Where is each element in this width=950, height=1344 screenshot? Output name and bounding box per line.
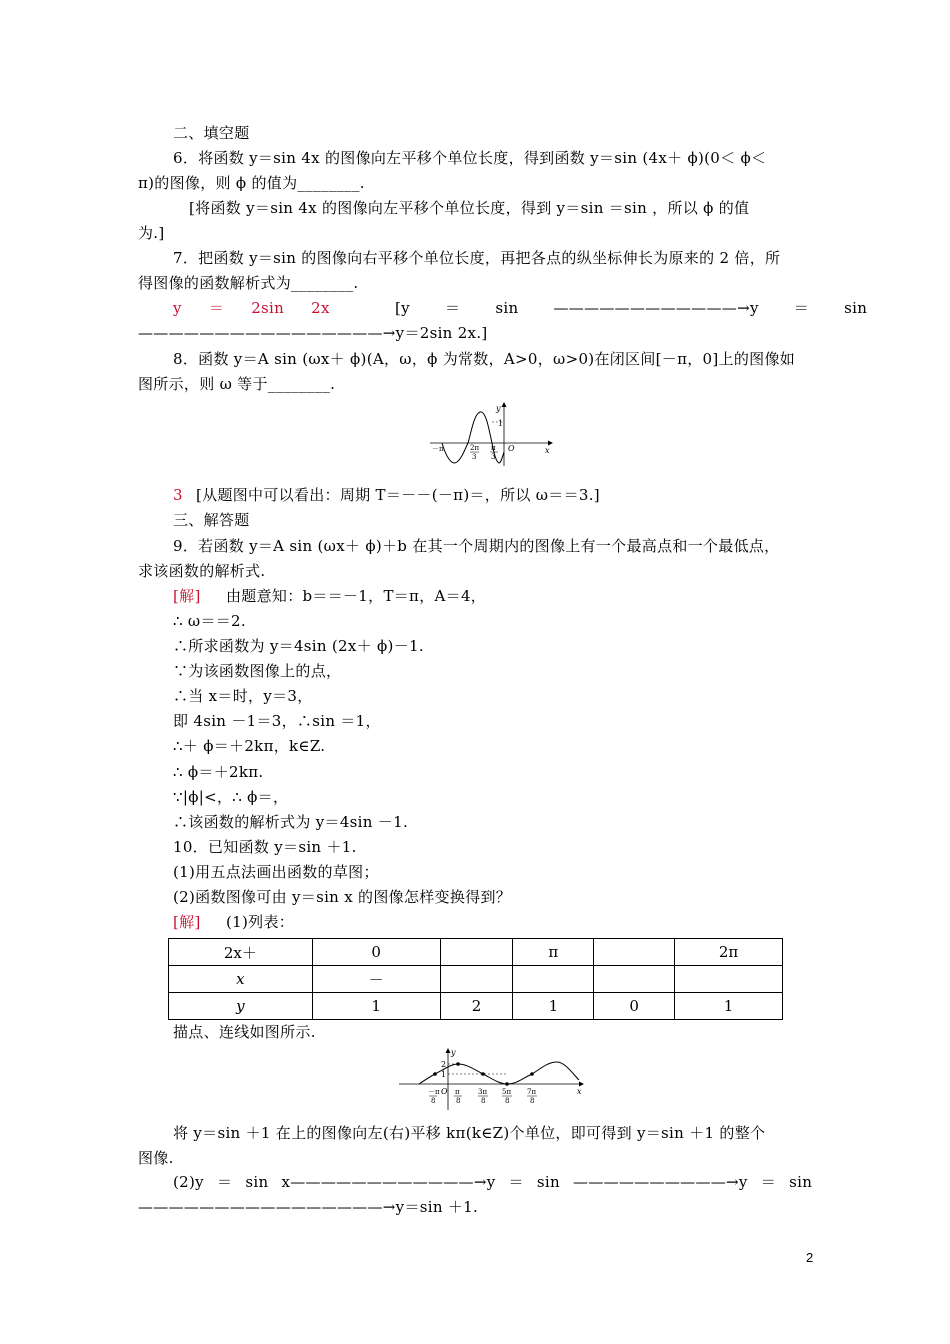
plot-point bbox=[530, 1072, 534, 1076]
tick-label-den: 8 bbox=[505, 1097, 510, 1105]
problem-10-translation-line-2: 图像. bbox=[138, 1149, 174, 1167]
table-row bbox=[169, 939, 783, 966]
y-axis-arrow bbox=[502, 402, 507, 407]
problem-7-answer: y ＝ 2sin 2x bbox=[173, 299, 330, 317]
problem-10-part-2-line-1: (2)y ＝ sin x————————————→y ＝ sin ——————————→y ＝ sin bbox=[173, 1173, 813, 1191]
table-cell: π bbox=[513, 939, 594, 966]
problem-6-solution-line-1: [将函数 y＝sin 4x 的图像向左平移个单位长度，得到 y＝sin ＝sin ，所以 ϕ 的值 bbox=[189, 199, 750, 217]
tick-pi3-num: π bbox=[491, 444, 496, 452]
problem-10-part-2: (2)函数图像可由 y＝sin x 的图像怎样变换得到？ bbox=[173, 888, 512, 906]
tick-two-label: 2 bbox=[441, 1060, 447, 1069]
table-cell: 2 bbox=[440, 993, 513, 1020]
table-cell: 0 bbox=[594, 993, 675, 1020]
tick-one-label: 1 bbox=[441, 1070, 447, 1079]
problem-6-line-2: π)的图像，则 ϕ 的值为________. bbox=[138, 174, 365, 192]
problem-7-line-2: 得图像的函数解析式为________. bbox=[138, 274, 359, 292]
tick-label-num: 3π bbox=[478, 1088, 488, 1096]
problem-8-line-2: 图所示，则 ω 等于________. bbox=[138, 375, 336, 393]
problem-7-solution-line-1: [y ＝ sin ————————————→y ＝ sin bbox=[395, 299, 868, 317]
section-heading-solutions: 三、解答题 bbox=[173, 511, 250, 529]
x-axis-arrow bbox=[579, 1082, 584, 1087]
table-cell bbox=[675, 966, 783, 993]
problem-10-table-intro: (1)列表： bbox=[226, 913, 295, 931]
tick-2pi3-num: 2π bbox=[470, 444, 480, 452]
problem-10-line-1: 10．已知函数 y＝sin ＋1. bbox=[173, 838, 357, 856]
tick-label-den: 8 bbox=[530, 1097, 535, 1105]
plot-point bbox=[433, 1072, 437, 1076]
table-cell bbox=[440, 939, 513, 966]
problem-9-step-1: 由题意知：b＝＝－1，T＝π，A＝4， bbox=[226, 587, 487, 605]
problem-9-step-3: ∴所求函数为 y＝4sin (2x＋ ϕ)－1. bbox=[173, 637, 424, 655]
problem-8-solution: [从题图中可以看出：周期 T＝－－(－π)＝，所以 ω＝＝3.] bbox=[196, 486, 600, 504]
table-cell: 0 bbox=[312, 939, 440, 966]
x-axis-arrow bbox=[548, 441, 553, 446]
problem-9-step-4: ∵为该函数图像上的点， bbox=[173, 662, 342, 680]
plot-point bbox=[481, 1072, 485, 1076]
tick-label-num: 5π bbox=[502, 1088, 512, 1096]
problem-8-graph bbox=[428, 400, 556, 468]
problem-9-step-9: ∵|ϕ|<，∴ ϕ＝， bbox=[173, 788, 289, 806]
problem-7-line-1: 7．把函数 y＝sin 的图像向右平移个单位长度，再把各点的纵坐标伸长为原来的 2 倍，所 bbox=[173, 249, 781, 267]
table-cell: x bbox=[169, 966, 313, 993]
problem-10-graph bbox=[397, 1046, 587, 1112]
table-cell bbox=[513, 966, 594, 993]
problem-10-solution-marker: [解] bbox=[173, 913, 201, 931]
table-cell: 1 bbox=[675, 993, 783, 1020]
problem-8-answer: 3 bbox=[173, 486, 183, 504]
table-cell: － bbox=[312, 966, 440, 993]
problem-9-step-5: ∴当 x＝时，y＝3， bbox=[173, 687, 313, 705]
table-cell: 1 bbox=[513, 993, 594, 1020]
section-heading-fill-in: 二、填空题 bbox=[173, 124, 250, 142]
table-cell: y bbox=[169, 993, 313, 1020]
table-cell: 2x＋ bbox=[169, 939, 313, 966]
problem-9-step-2: ∴ ω＝＝2. bbox=[173, 612, 246, 630]
problem-9-solution-marker: [解] bbox=[173, 587, 201, 605]
y-axis-label: y bbox=[496, 404, 501, 413]
plot-point bbox=[505, 1082, 509, 1086]
graph-caption: 描点、连线如图所示. bbox=[173, 1023, 316, 1041]
tick-label-den: 8 bbox=[456, 1097, 461, 1105]
problem-9-step-6: 即 4sin －1＝3，∴sin ＝1， bbox=[173, 712, 381, 730]
problem-9-line-1: 9．若函数 y＝A sin (ωx＋ ϕ)＋b 在其一个周期内的图像上有一个最高点和一个最低点， bbox=[173, 537, 780, 555]
problem-10-part-2-line-2: ————————————————→y＝sin ＋1. bbox=[138, 1198, 479, 1216]
origin-label: O bbox=[508, 444, 515, 453]
tick-label-num: －π bbox=[428, 1088, 440, 1096]
problem-7-solution-line-2: ————————————————→y＝2sin 2x.] bbox=[138, 324, 488, 342]
y-axis-arrow bbox=[446, 1048, 451, 1053]
tick-label-num: π bbox=[455, 1088, 460, 1096]
problem-8-line-1: 8．函数 y＝A sin (ωx＋ ϕ)(A，ω，ϕ 为常数，A>0，ω>0)在闭区间[－π，0]上的图像如 bbox=[173, 350, 796, 368]
origin-label: O bbox=[441, 1087, 448, 1096]
tick-neg-pi-label: －π bbox=[432, 445, 444, 453]
tick-pi3-den: 3 bbox=[491, 453, 496, 461]
table-cell bbox=[440, 966, 513, 993]
plot-point bbox=[456, 1062, 460, 1066]
five-point-table bbox=[168, 938, 783, 1020]
problem-9-step-7: ∴＋ ϕ＝＋2kπ，k∈Z. bbox=[173, 737, 326, 755]
x-axis-label: x bbox=[577, 1087, 582, 1096]
table-row bbox=[169, 966, 783, 993]
x-axis-label: x bbox=[545, 446, 550, 455]
tick-label-den: 8 bbox=[481, 1097, 486, 1105]
problem-9-step-10: ∴该函数的解析式为 y＝4sin －1. bbox=[173, 813, 409, 831]
table-cell: 1 bbox=[312, 993, 440, 1020]
tick-label-num: 7π bbox=[527, 1088, 537, 1096]
table-cell: 2π bbox=[675, 939, 783, 966]
problem-6-solution-line-2: 为.] bbox=[138, 224, 165, 242]
problem-10-translation-line-1: 将 y＝sin ＋1 在上的图像向左(右)平移 kπ(k∈Z)个单位，即可得到 y＝sin ＋1 的整个 bbox=[173, 1124, 766, 1142]
problem-10-part-1: (1)用五点法画出函数的草图； bbox=[173, 863, 379, 881]
table-row bbox=[169, 993, 783, 1020]
problem-6-line-1: 6．将函数 y＝sin 4x 的图像向左平移个单位长度，得到函数 y＝sin (4x＋ ϕ)(0＜ ϕ＜ bbox=[173, 149, 767, 167]
tick-one-label: 1 bbox=[498, 419, 504, 428]
tick-2pi3-den: 3 bbox=[472, 453, 477, 461]
table-cell bbox=[594, 939, 675, 966]
problem-9-step-8: ∴ ϕ＝＋2kπ. bbox=[173, 763, 264, 781]
page-number: 2 bbox=[806, 1250, 814, 1265]
table-cell bbox=[594, 966, 675, 993]
y-axis-label: y bbox=[451, 1048, 456, 1057]
problem-9-line-2: 求该函数的解析式. bbox=[138, 562, 266, 580]
tick-label-den: 8 bbox=[431, 1097, 436, 1105]
